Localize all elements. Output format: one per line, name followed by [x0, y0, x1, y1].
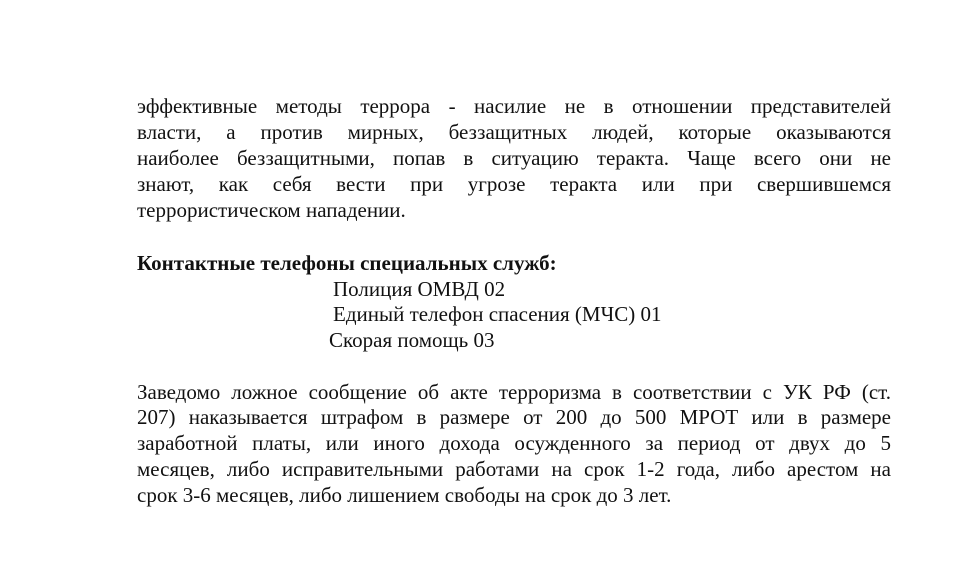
paragraph-line: эффективные методы террора - насилие не в отношении представителей: [137, 94, 891, 118]
paragraph-line: наиболее беззащитными, попав в ситуацию теракта. Чаще всего они не: [137, 146, 891, 170]
phone-emergency: Единый телефон спасения (МЧС) 01: [333, 302, 662, 326]
paragraph-line: власти, а против мирных, беззащитных людей, которые оказываются: [137, 120, 891, 144]
paragraph-line: 207) наказывается штрафом в размере от 200 до 500 МРОТ или в размере: [137, 405, 891, 429]
paragraph-line: заработной платы, или иного дохода осужденного за период от двух до 5: [137, 431, 891, 455]
paragraph-line: террористическом нападении.: [137, 198, 406, 222]
paragraph-line: месяцев, либо исправительными работами на срок 1-2 года, либо арестом на: [137, 457, 891, 481]
phone-ambulance: Скорая помощь 03: [329, 328, 495, 352]
paragraph-line: знают, как себя вести при угрозе теракта или при свершившемся: [137, 172, 891, 196]
contacts-heading: Контактные телефоны специальных служб:: [137, 251, 557, 275]
paragraph-line: Заведомо ложное сообщение об акте терроризма в соответствии с УК РФ (ст.: [137, 380, 891, 404]
paragraph-line: срок 3-6 месяцев, либо лишением свободы на срок до 3 лет.: [137, 483, 672, 507]
phone-police: Полиция ОМВД 02: [333, 277, 506, 301]
